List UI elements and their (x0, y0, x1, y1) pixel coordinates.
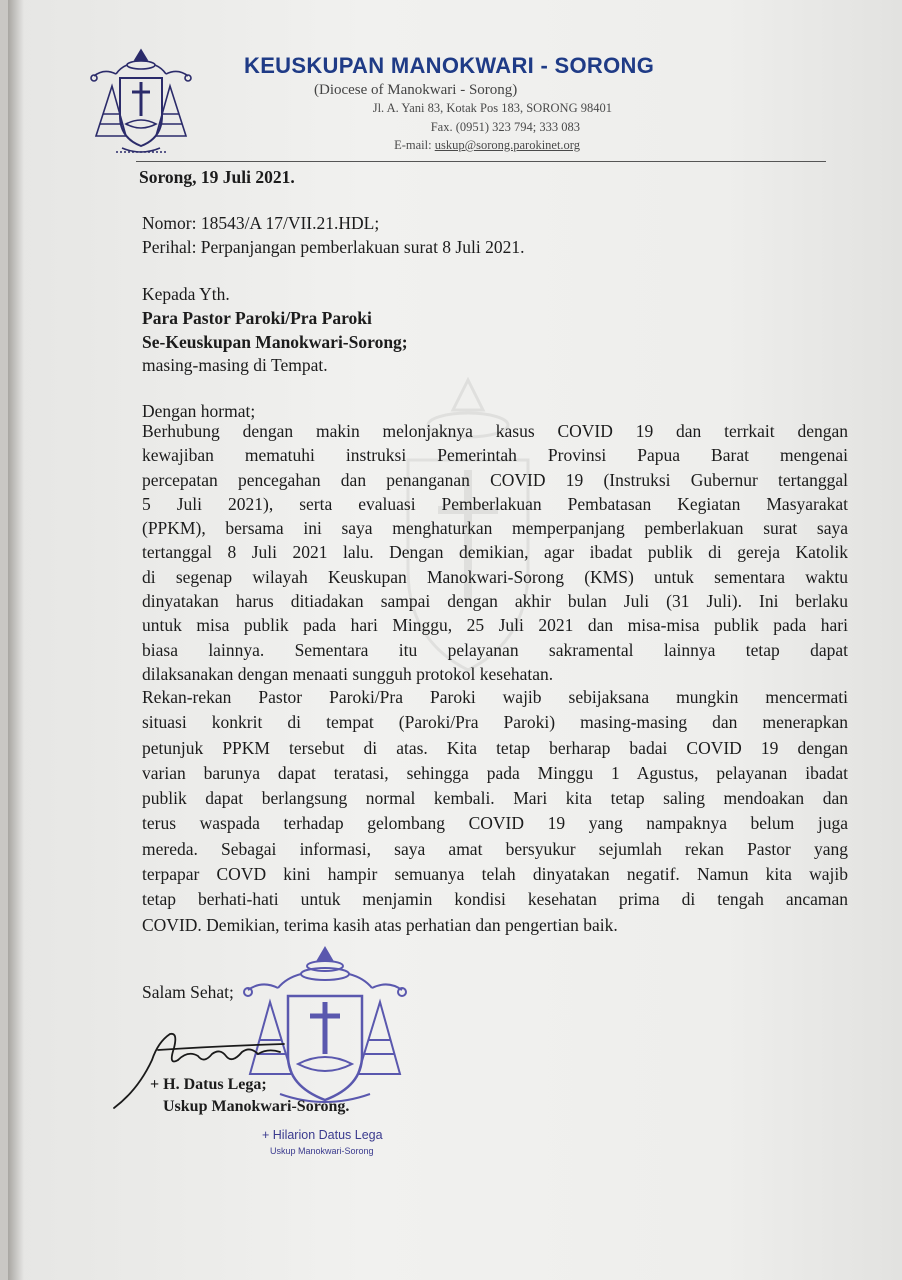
signer-title: Uskup Manokwari-Sorong. (163, 1098, 350, 1115)
email-link[interactable]: uskup@sorong.parokinet.org (434, 138, 580, 152)
paragraph-2-line: publik dapat berlangsung normal kembali. Mari kita tetap saling mendoakan dan (142, 788, 848, 809)
paragraph-2-line: COVID. Demikian, terima kasih atas perhatian dan pengertian baik. (142, 914, 618, 935)
diocese-address: Jl. A. Yani 83, Kotak Pos 183, SORONG 98401 (372, 101, 612, 115)
diocese-english-name: (Diocese of Manokwari - Sorong) (314, 82, 518, 98)
recipient-line-1: Para Pastor Paroki/Pra Paroki (142, 308, 372, 328)
salutation: Dengan hormat; (142, 401, 256, 421)
paragraph-1-line: dinyatakan harus ditiadakan sampai dengan akhir bulan Juli (31 Juli). Ini berlaku (142, 591, 848, 612)
letter-subject: Perihal: Perpanjangan pemberlakuan surat 8 Juli 2021. (142, 237, 525, 257)
email-label: E-mail: (394, 138, 432, 152)
paragraph-2-line: situasi konkrit di tempat (Paroki/Pra Paroki) masing-masing dan menerapkan (142, 712, 848, 733)
paragraph-2-line: varian barunya dapat teratasi, sehingga pada Minggu 1 Agustus, pelayanan ibadat (142, 762, 848, 783)
recipient-line-2: Se-Keuskupan Manokwari-Sorong; (142, 332, 408, 352)
letterhead-divider (136, 161, 826, 162)
closing: Salam Sehat; (142, 982, 234, 1002)
paragraph-1-line: 5 Juli 2021), serta evaluasi Pemberlakuan Pembatasan Kegiatan Masyarakat (142, 493, 848, 514)
paragraph-1-line: Berhubung dengan makin melonjaknya kasus COVID 19 dan terrkait dengan (142, 421, 848, 441)
paragraph-2-line: tetap berhati-hati untuk menjamin kondisi kesehatan prima di tengah ancaman (142, 889, 848, 910)
diocese-name-heading: KEUSKUPAN MANOKWARI - SORONG (244, 53, 655, 78)
paragraph-2-line: terpapar COVD kini hampir semuanya telah dinyatakan negatif. Namun kita wajib (142, 864, 848, 885)
paragraph-1-line: tertanggal 8 Juli 2021 lalu. Dengan demikian, agar ibadat publik di gereja Katolik (142, 542, 848, 563)
letter-date: Sorong, 19 Juli 2021. (139, 167, 295, 187)
paragraph-2-line: terus waspada terhadap gelombang COVID 19 yang nampaknya belum juga (142, 813, 848, 834)
diocese-email-line (394, 138, 580, 153)
recipient-greeting: Kepada Yth. (142, 284, 230, 304)
paragraph-1-line: di segenap wilayah Keuskupan Manokwari-Sorong (KMS) untuk sementara waktu (142, 566, 848, 587)
paragraph-1 (142, 419, 848, 686)
paragraph-1-line: dilaksanakan dengan menaati sungguh protokol kesehatan. (142, 663, 554, 684)
stamp-signer-name: + Hilarion Datus Lega (262, 1128, 383, 1142)
letter-number: Nomor: 18543/A 17/VII.21.HDL; (142, 213, 380, 233)
paragraph-1-line: kewajiban mematuhi instruksi Pemerintah Provinsi Papua Barat mengenai (142, 445, 848, 466)
stamp-signer-title: Uskup Manokwari-Sorong (270, 1146, 374, 1156)
recipient-line-3: masing-masing di Tempat. (142, 355, 328, 375)
paper-edge-shadow (8, 0, 24, 1280)
signer-name: + H. Datus Lega; (150, 1076, 267, 1093)
paragraph-1-line: biasa lainnya. Sementara itu pelayanan sakramental lainnya tetap dapat (142, 639, 848, 660)
paragraph-2-line: petunjuk PPKM tersebut di atas. Kita tetap berharap badai COVID 19 dengan (142, 737, 848, 758)
paragraph-1-line: percepatan pencegahan dan penanganan COVID 19 (Instruksi Gubernur tertanggal (142, 469, 848, 490)
paragraph-1-line: untuk misa publik pada hari Minggu, 25 Juli 2021 dan misa-misa publik pada hari (142, 615, 848, 636)
paragraph-2-line: Rekan-rekan Pastor Paroki/Pra Paroki wajib sebijaksana mungkin mencermati (142, 687, 848, 707)
paragraph-2 (142, 685, 848, 938)
letter-paper (8, 0, 902, 1280)
paragraph-2-line: mereda. Sebagai informasi, saya amat bersyukur sejumlah rekan Pastor yang (142, 838, 848, 859)
diocese-coat-of-arms-logo (86, 46, 196, 158)
diocese-fax: Fax. (0951) 323 794; 333 083 (430, 120, 580, 134)
paragraph-1-line: (PPKM), bersama ini saya menghaturkan memperpanjang pemberlakuan surat saya (142, 518, 848, 539)
